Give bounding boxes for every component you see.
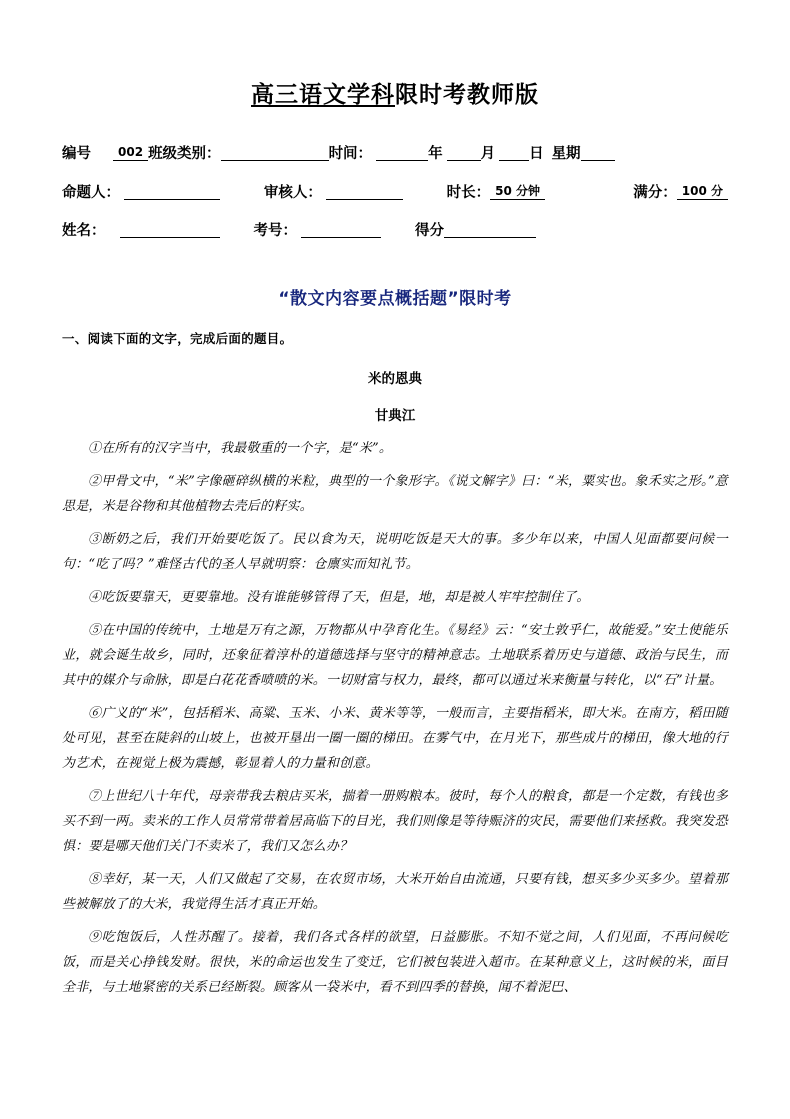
time-label: 时间： (328, 145, 373, 162)
number-value[interactable]: 002 (113, 145, 148, 161)
article-paragraph: ①在所有的汉字当中，我最敬重的一个字，是“米”。 (88, 441, 393, 456)
author-input-blank[interactable] (124, 185, 220, 200)
article-paragraph: ⑤在中国的传统中，土地是万有之源，万物都从中孕育化生。《易经》云：“安土敦乎仁，故能爱。”安土使能乐业，就会诞生故乡，同时，还象征着淳朴的道德选择与坚守的精神意志。土地联系着历史与道德、政治与民生，而其中的媒介与命脉，即是白花花香喷喷的米。一切财富与权力，最终，都可以通过米来衡量与转化，以“石”计量。 (62, 623, 728, 688)
month-input-blank[interactable] (447, 146, 481, 161)
page-title-plain-part: 限时考教师版 (395, 82, 539, 108)
number-label: 编号 (62, 145, 91, 162)
article-paragraph: ⑧幸好，某一天，人们又做起了交易，在农贸市场，大米开始自由流通，只要有钱，想买多少买多少。望着那些被解放了的大米，我觉得生活才真正开始。 (62, 872, 728, 912)
reviewer-input-blank[interactable] (326, 185, 403, 200)
form-row-1 (62, 145, 728, 161)
weekday-label: 星期 (551, 145, 581, 162)
year-input-blank[interactable] (376, 146, 428, 161)
duration-label: 时长： (446, 184, 491, 201)
day-unit: 日 (529, 145, 544, 162)
year-unit: 年 (428, 145, 443, 162)
section-heading: “散文内容要点概括题”限时考 (278, 289, 512, 309)
total-score-value[interactable]: 100 分 (677, 184, 728, 200)
reviewer-label: 审核人： (263, 184, 322, 201)
page-title (62, 0, 728, 109)
article-paragraph: ⑨吃饱饭后，人性苏醒了。接着，我们各式各样的欲望，日益膨胀。不知不觉之间，人们见面，不再问候吃饭，而是关心挣钱发财。很快，米的命运也发生了变迁，它们被包装进入超市。在某种意义上，这时候的米，面目全非，与土地紧密的关系已经断裂。顾客从一袋米中，看不到四季的替换，闻不着泥巴、 (62, 930, 728, 995)
class-label: 班级类别： (148, 145, 221, 162)
form-row-2 (62, 184, 728, 200)
duration-value[interactable]: 50 分钟 (490, 184, 545, 200)
day-input-blank[interactable] (499, 146, 529, 161)
month-unit: 月 (480, 145, 496, 162)
article-body (62, 424, 728, 1000)
weekday-input-blank[interactable] (581, 146, 615, 161)
form-row-3 (62, 223, 728, 238)
author-label: 命题人： (62, 184, 120, 201)
question-stem: 一、阅读下面的文字，完成后面的题目。 (62, 331, 293, 346)
score-input-blank[interactable] (444, 223, 536, 238)
name-label: 姓名： (62, 222, 106, 239)
score-label: 得分 (415, 222, 444, 239)
article-paragraph: ⑥广义的“米”，包括稻米、高粱、玉米、小米、黄米等等，一般而言，主要指稻米，即大米。在南方，稻田随处可见，甚至在陡斜的山坡上，也被开垦出一圈一圈的梯田。在雾气中，在月光下，那些成片的梯田，像大地的行为艺术，在视觉上极为震撼，彰显着人的力量和创意。 (62, 706, 728, 771)
article-paragraph: ④吃饭要靠天，更要靠地。没有谁能够管得了天，但是，地，却是被人牢牢控制住了。 (88, 590, 590, 605)
article-paragraph: ③断奶之后，我们开始要吃饭了。民以食为天，说明吃饭是天大的事。多少年以来，中国人见面都要问候一句：“吃了吗？”难怪古代的圣人早就明察：仓廪实而知礼节。 (62, 532, 728, 572)
class-input-blank[interactable] (221, 146, 329, 161)
exam-number-label: 考号： (253, 222, 297, 239)
exam-header-form (62, 145, 728, 238)
article-paragraph: ⑦上世纪八十年代，母亲带我去粮店买米，揣着一册购粮本。彼时，每个人的粮食，都是一个定数，有钱也多买不到一两。卖米的工作人员常常带着居高临下的目光，我们则像是等待赈济的灾民，需要他们来拯救。我突发恐惧：要是哪天他们关门不卖米了，我们又怎么办？ (62, 789, 728, 854)
article-author: 甘典江 (374, 408, 416, 424)
name-input-blank[interactable] (120, 223, 220, 238)
total-score-label: 满分： (633, 184, 677, 201)
article-title: 米的恩典 (368, 371, 422, 387)
page-title-underlined-part: 高三语文学科 (251, 82, 395, 108)
article-paragraph: ②甲骨文中，“米”字像砸碎纵横的米粒，典型的一个象形字。《说文解字》曰：“米，粟实也。象禾实之形。”意思是，米是谷物和其他植物去壳后的籽实。 (62, 474, 728, 514)
exam-number-input-blank[interactable] (301, 223, 381, 238)
